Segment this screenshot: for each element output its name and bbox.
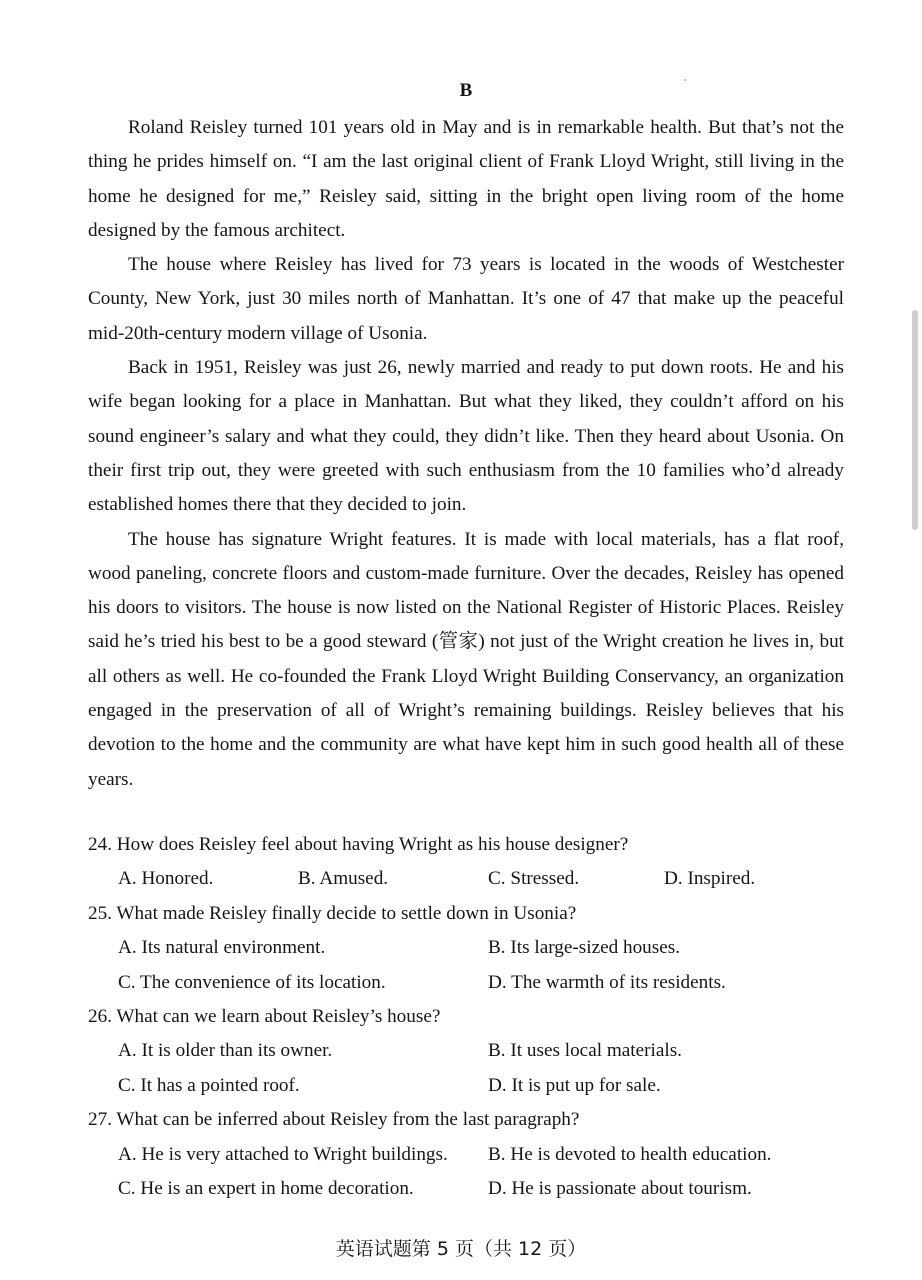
question-stem: 25. What made Reisley finally decide to settle down in Usonia? (88, 902, 577, 924)
option-b: B. It uses local materials. (488, 1040, 682, 1062)
option-c: C. He is an expert in home decoration. (118, 1177, 414, 1199)
question-26 (88, 1000, 848, 1103)
option-d: D. He is passionate about tourism. (488, 1177, 752, 1199)
option-d: D. It is put up for sale. (488, 1074, 661, 1096)
passage-paragraph-1: Roland Reisley turned 101 years old in May and is in remarkable health. But that’s not the thing he prides himself on. “I am the last original client of Frank Lloyd Wright, still living in the home he designed for me,” Reisley said, sitting in the bright open living room of the home designed by the famous architect. (88, 117, 844, 241)
question-stem: 24. How does Reisley feel about having Wright as his house designer? (88, 834, 629, 855)
section-heading: B (459, 80, 473, 101)
question-25 (88, 897, 848, 1000)
question-24 (88, 828, 848, 897)
option-c: C. Stressed. (488, 868, 580, 890)
question-list (88, 828, 848, 1206)
option-row (88, 966, 848, 1000)
option-a: A. He is very attached to Wright buildings. (118, 1143, 448, 1165)
option-c: C. It has a pointed roof. (118, 1074, 300, 1096)
passage-paragraph-3: Back in 1951, Reisley was just 26, newly married and ready to put down roots. He and his wife began looking for a place in Manhattan. But what they liked, they couldn’t afford on his sound engineer’s salary and what they could, they didn’t like. Then they heard about Usonia. On their first trip out, they were greeted with such enthusiasm from the 10 families who’d already established homes there that they decided to join. (88, 357, 844, 516)
passage-paragraph-4: The house has signature Wright features. It is made with local materials, has a flat roof, wood paneling, concrete floors and custom-made furniture. Over the decades, Reisley has opened his doors to visitors. The house is now listed on the National Register of Historic Places. Reisley said he’s tried his best to be a good steward (管家) not just of the Wright creation he lives in, but all others as well. He co-founded the Frank Lloyd Wright Building Conservancy, an organization engaged in the preservation of all of Wright’s remaining buildings. Reisley believes that his devotion to the home and the community are what have kept him in such good health all of these years. (88, 528, 844, 790)
option-b: B. Its large-sized houses. (488, 937, 681, 959)
question-stem: 27. What can be inferred about Reisley from the last paragraph? (88, 1109, 580, 1131)
option-row (88, 862, 848, 896)
option-row (88, 1069, 848, 1103)
option-row (88, 1138, 848, 1172)
option-b: B. He is devoted to health education. (488, 1143, 772, 1165)
option-a: A. It is older than its owner. (118, 1040, 333, 1062)
scrollbar-thumb[interactable] (912, 310, 918, 530)
page-footer: 英语试题第 5 页（共 12 页） (335, 1238, 587, 1260)
option-row (88, 931, 848, 965)
option-d: D. The warmth of its residents. (488, 971, 726, 993)
option-a: A. Its natural environment. (118, 937, 326, 959)
passage-paragraph-2: The house where Reisley has lived for 73 years is located in the woods of Westchester County, New York, just 30 miles north of Manhattan. It’s one of 47 that make up the peaceful mid-20th-century modern village of Usonia. (88, 254, 844, 344)
option-d: D. Inspired. (664, 868, 756, 890)
option-b: B. Amused. (298, 868, 389, 890)
question-27 (88, 1103, 848, 1206)
option-row (88, 1172, 848, 1206)
option-row (88, 1034, 848, 1068)
reading-passage (88, 111, 844, 797)
option-a: A. Honored. (118, 868, 214, 890)
question-stem: 26. What can we learn about Reisley’s house? (88, 1005, 441, 1027)
option-c: C. The convenience of its location. (118, 971, 386, 993)
